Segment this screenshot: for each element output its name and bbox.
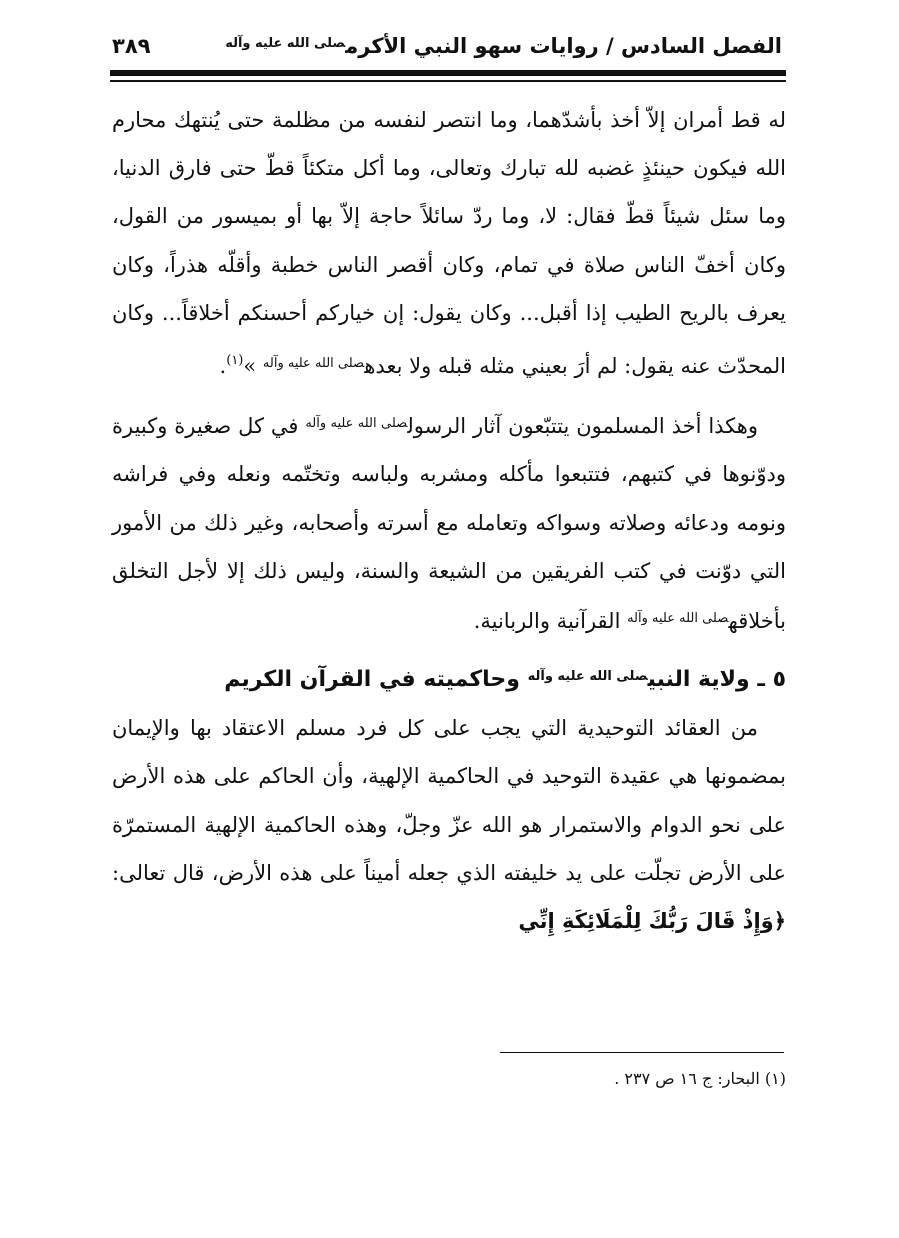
chapter-title [225,34,782,58]
salawat-glyph: صلى الله عليه وآله [627,611,729,627]
heading-text: وحاكميته في القرآن الكريم [224,667,528,693]
paragraph-quote-continuation [112,96,786,390]
paragraph-text: من العقائد التوحيدية التي يجب على كل فرد مسلم الاعتقاد بها والإيمان بمضمونها هي عقيدة التوحيد في الحاكمية الإلهية، وأن الحاكم على هذه الأرض على نحو الدوام والاستمرار هو الله عزّ وجلّ، وهذه الحاكمية الإلهية المستمرّة على الأرض تجلّت على يد خليفته الذي جعله أميناً على هذه الأرض، قال تعالى: [112,716,786,885]
salawat-glyph: صلى الله عليه وآله [305,416,408,432]
heading-text: ٥ ـ ولاية النبي [647,667,786,693]
header-rule-thick [110,70,786,76]
salawat-glyph: صلى الله عليه وآله [225,36,346,51]
paragraph-text: في كل صغيرة وكبيرة ودوّنوها في كتبهم، فتتبعوا مأكله ومشربه ولباسه وتختّمه ونعله وفي فراشه ونومه ودعائه وصلاته وسواكه وتعامله مع أسرته وأصحابه، وغير ذلك من الأمور التي دوّنت في كتب الفريقين من الشيعة والسنة، وليس ذلك إلا لأجل التخلق بأخلاقه [112,414,786,634]
salawat-glyph: صلى الله عليه وآله [527,669,648,685]
quran-verse: ﴿وَإِذْ قَالَ رَبُّكَ لِلْمَلَائِكَةِ إِنِّي [518,909,786,934]
footnote-reference: (١) [226,353,244,369]
body-text [112,96,786,945]
section-heading [112,653,786,704]
salawat-glyph: صلى الله عليه وآله [262,356,365,372]
sentence-end: . [219,354,227,379]
quote-close: » [243,354,263,379]
paragraph-muslims-followed [112,400,786,645]
chapter-title-text: الفصل السادس / روايات سهو النبي الأكرم [345,34,782,58]
page-number: ٣٨٩ [112,34,151,58]
running-header [110,28,782,68]
paragraph-divine-sovereignty [112,704,786,945]
header-rule-thin [110,80,786,82]
paragraph-text: له قط أمران إلاّ أخذ بأشدّهما، وما انتصر لنفسه من مظلمة حتى يُنتهك محارم الله فيكون حينئذٍ غضبه لله تبارك وتعالى، وما أكل متكئاً قطّ حتى فارق الدنيا، وما سئل شيئاً قطّ فقال: لا، وما ردّ سائلاً حاجة إلاّ بها أو بميسور من القول، وكان أخفّ الناس صلاة في تمام، وكان أقصر الناس خطبة وأقلّه هذراً، وكان يعرف بالريح الطيب إذا أقبل... وكان يقول: إن خياركم أحسنكم أخلاقاً... وكان المحدّث عنه يقول: لم أرَ بعيني مثله قبله ولا بعده [112,108,786,379]
paragraph-text: وهكذا أخذ المسلمون يتتبّعون آثار الرسول [407,414,758,439]
footnote: (١) البحار: ج ١٦ ص ٢٣٧ . [614,1069,786,1088]
paragraph-text: القرآنية والربانية. [473,609,628,634]
footnote-separator [500,1052,784,1053]
